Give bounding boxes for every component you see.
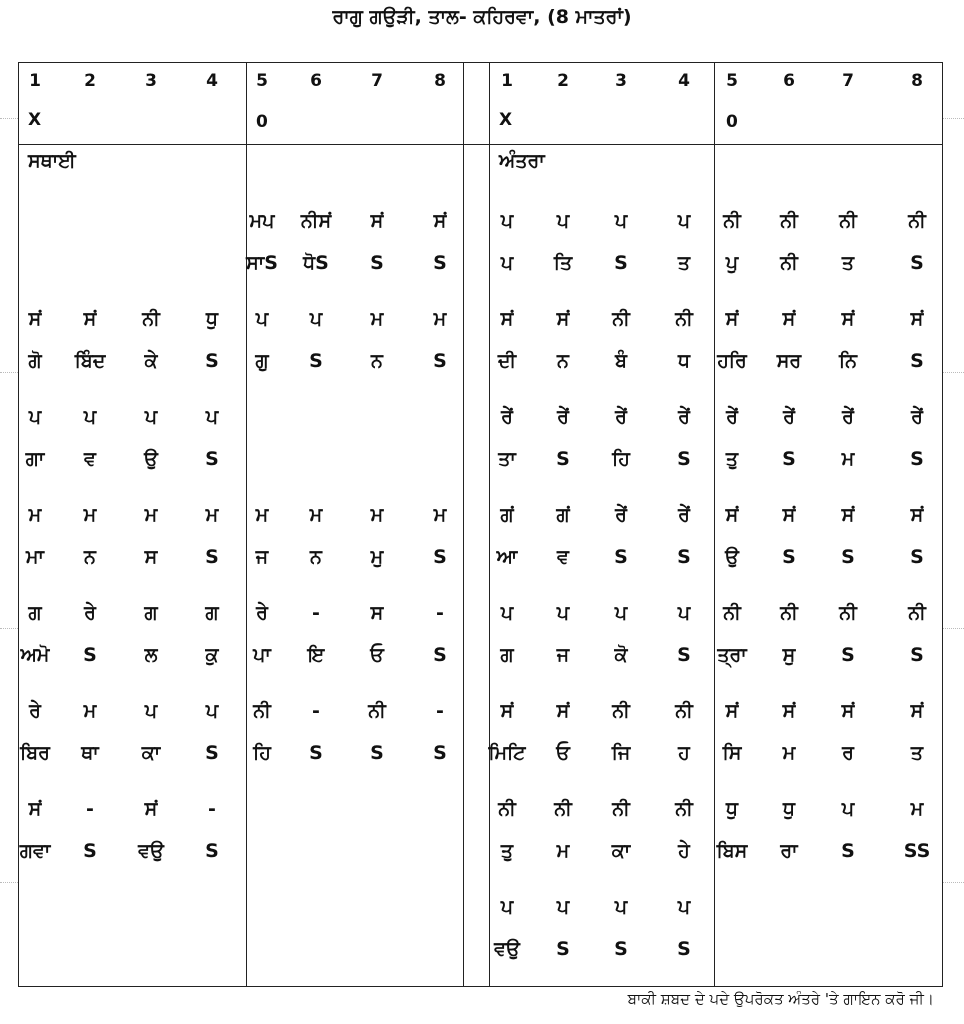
lyric-syllable: ਕੇ: [144, 350, 158, 372]
lyric-syllable: S: [841, 644, 855, 666]
swar-note: ਮ: [28, 504, 42, 526]
lyric-syllable: ਲ: [144, 644, 158, 666]
lyric-syllable: S: [841, 840, 855, 862]
swar-note: ਨੀ: [612, 798, 630, 820]
lyric-syllable: ਮ: [782, 742, 796, 764]
lyric-syllable: ਸਿ: [722, 742, 742, 764]
lyric-syllable: ਅਮੋ: [20, 644, 50, 666]
swar-note: ਪ: [144, 700, 158, 722]
swar-note: ਸ: [370, 602, 384, 624]
lyric-syllable: S: [205, 448, 219, 470]
swar-note: ਨੀ: [612, 308, 630, 330]
lyric-syllable: ਨ: [557, 350, 569, 372]
swar-note: ਮਪ: [249, 210, 275, 232]
lyric-syllable: ਸ: [144, 546, 158, 568]
swar-note: ਨੀ: [612, 700, 630, 722]
lyric-syllable: S: [370, 742, 384, 764]
beat-number: 8: [434, 71, 446, 91]
swar-note: ਰੇਂ: [911, 406, 923, 428]
swar-note: ਨੀ: [142, 308, 160, 330]
swar-note: ਮ: [144, 504, 158, 526]
beat-number: 7: [842, 71, 854, 91]
footer-note: ਬਾਕੀ ਸ਼ਬਦ ਦੇ ਪਦੇ ਉਪਰੋਕਤ ਅੰਤਰੇ 'ਤੇ ਗਾਇਨ ਕਰੋ ਜੀ।: [627, 990, 934, 1008]
swar-note: ਨੀ: [839, 602, 857, 624]
swar-note: ਗਂ: [556, 504, 570, 526]
swar-note: ਪ: [677, 210, 691, 232]
swar-note: ਮ: [370, 308, 384, 330]
lyric-syllable: ਹਿ: [612, 448, 630, 470]
beat-number: 4: [678, 71, 690, 91]
lyric-syllable: S: [677, 644, 691, 666]
lyric-syllable: ਬਿਸ: [716, 840, 748, 862]
beat-number: 2: [557, 71, 569, 91]
lyric-syllable: S: [910, 448, 924, 470]
lyric-syllable: S: [782, 546, 796, 568]
lyric-syllable: ਧ: [678, 350, 690, 372]
lyric-syllable: ਕੋ: [614, 644, 628, 666]
swar-note: -: [312, 700, 320, 722]
lyric-syllable: ਮਿਟਿ: [488, 742, 526, 764]
swar-note: ਪ: [556, 896, 570, 918]
lyric-syllable: S: [433, 252, 447, 274]
lyric-syllable: ਹ: [678, 742, 690, 764]
beat-number: 1: [501, 71, 513, 91]
lyric-syllable: ਸੁ: [782, 644, 796, 666]
swar-note: ਸਂ: [910, 700, 924, 722]
swar-note: -: [436, 602, 444, 624]
lyric-syllable: S: [433, 546, 447, 568]
swar-note: ਮ: [83, 700, 97, 722]
lyric-syllable: ਮੁ: [370, 546, 384, 568]
swar-note: ਗ: [205, 602, 219, 624]
swar-note: ਨੀ: [675, 700, 693, 722]
lyric-syllable: ਓ: [370, 644, 384, 666]
lyric-syllable: ਗਾ: [25, 448, 45, 470]
swar-note: ਨੀ: [498, 798, 516, 820]
lyric-syllable: ਤੁ: [500, 840, 514, 862]
lyric-syllable: ਰਾ: [780, 840, 798, 862]
lyric-syllable: ਕਾ: [141, 742, 161, 764]
lyric-syllable: S: [614, 546, 628, 568]
lyric-syllable: ਥਾ: [81, 742, 99, 764]
swar-note: ਪ: [28, 406, 42, 428]
header-divider: [18, 144, 943, 145]
swar-note: ਸਂ: [556, 308, 570, 330]
swar-note: ਰੇਂ: [615, 406, 627, 428]
lyric-syllable: ਨੀ: [780, 252, 798, 274]
lyric-syllable: ਮ: [556, 840, 570, 862]
lyric-syllable: S: [910, 350, 924, 372]
swar-note: -: [86, 798, 94, 820]
beat-number: 5: [256, 71, 268, 91]
swar-note: ਸਂ: [782, 308, 796, 330]
lyric-syllable: ਉ: [144, 448, 158, 470]
lyric-syllable: ਓ: [556, 742, 570, 764]
swar-note: ਰੇ: [256, 602, 268, 624]
lyric-syllable: ਵ: [84, 448, 96, 470]
beat-number: 8: [911, 71, 923, 91]
swar-note: ਸਂ: [910, 504, 924, 526]
lyric-syllable: SS: [903, 840, 931, 862]
swar-note: ਨੀ: [675, 798, 693, 820]
swar-note: ਰੇ: [29, 700, 41, 722]
lyric-syllable: S: [556, 938, 570, 960]
swar-note: ਪ: [83, 406, 97, 428]
beat-number: 3: [145, 71, 157, 91]
swar-note: ਗ: [144, 602, 158, 624]
swar-note: ਪ: [677, 602, 691, 624]
lyric-syllable: S: [614, 938, 628, 960]
lyric-syllable: S: [83, 644, 97, 666]
lyric-syllable: ਸਾS: [246, 252, 278, 274]
swar-note: -: [208, 798, 216, 820]
margin-tick: [0, 118, 18, 119]
lyric-syllable: ਤ: [910, 742, 924, 764]
beat-number: 6: [310, 71, 322, 91]
swar-note: ਸਂ: [782, 504, 796, 526]
swar-note: ਰੇਂ: [783, 406, 795, 428]
swar-note: ਨੀ: [554, 798, 572, 820]
swar-note: ਨੀ: [368, 700, 386, 722]
lyric-syllable: S: [910, 546, 924, 568]
taal-khali-mark: 0: [726, 112, 738, 132]
lyric-syllable: S: [782, 448, 796, 470]
swar-note: ਨੀਸਂ: [300, 210, 332, 232]
beat-number: 7: [371, 71, 383, 91]
taal-sam-mark: X: [499, 110, 513, 130]
lyric-syllable: ਦੀ: [497, 350, 517, 372]
margin-tick: [943, 628, 964, 629]
swar-note: ਪ: [614, 602, 628, 624]
taal-sam-mark: X: [28, 110, 42, 130]
swar-note: ਸਂ: [500, 700, 514, 722]
lyric-syllable: ਤਾ: [498, 448, 516, 470]
lyric-syllable: ਮਾ: [26, 546, 44, 568]
swar-note: ਮ: [309, 504, 323, 526]
swar-note: ਸਂ: [725, 700, 739, 722]
swar-note: ਪ: [500, 602, 514, 624]
swar-note: ਮ: [255, 504, 269, 526]
lyric-syllable: ਸਰ: [776, 350, 802, 372]
lyric-syllable: ਬਿੰਦ: [74, 350, 106, 372]
lyric-syllable: ਆ: [496, 546, 518, 568]
swar-note: ਸਂ: [725, 504, 739, 526]
swar-note: ਗਂ: [500, 504, 514, 526]
swar-note: ਰੇਂ: [501, 406, 513, 428]
swar-note: -: [312, 602, 320, 624]
lyric-syllable: ਜਿ: [611, 742, 631, 764]
lyric-syllable: ਰ: [842, 742, 854, 764]
swar-note: ਸਂ: [144, 798, 158, 820]
lyric-syllable: ਗਵਾ: [19, 840, 51, 862]
lyric-syllable: ਗੋ: [28, 350, 42, 372]
lyric-syllable: ਪੁ: [725, 252, 739, 274]
swar-note: ਸਂ: [841, 504, 855, 526]
lyric-syllable: ਤੁ: [725, 448, 739, 470]
lyric-syllable: ਵਉ: [138, 840, 164, 862]
swar-note: ਗ: [28, 602, 42, 624]
lyric-syllable: S: [309, 350, 323, 372]
taal-khali-mark: 0: [256, 112, 268, 132]
lyric-syllable: ਬਿਰ: [20, 742, 50, 764]
swar-note: ਸਂ: [433, 210, 447, 232]
swar-note: ਸਂ: [556, 700, 570, 722]
swar-note: ਪ: [614, 896, 628, 918]
lyric-syllable: ਬੰ: [615, 350, 627, 372]
swar-note: ਨੀ: [723, 210, 741, 232]
swar-note: ਸਂ: [370, 210, 384, 232]
swar-note: ਸਂ: [83, 308, 97, 330]
lyric-syllable: ਗ: [500, 644, 514, 666]
swar-note: ਪ: [841, 798, 855, 820]
swar-note: ਨੀ: [780, 210, 798, 232]
lyric-syllable: ਨਿ: [839, 350, 857, 372]
swar-note: ਪ: [309, 308, 323, 330]
swar-note: ਸਂ: [841, 700, 855, 722]
lyric-syllable: S: [841, 546, 855, 568]
swar-note: ਮ: [205, 504, 219, 526]
margin-tick: [0, 882, 18, 883]
lyric-syllable: S: [677, 448, 691, 470]
swar-note: ਨੀ: [908, 602, 926, 624]
swar-note: ਰੇਂ: [557, 406, 569, 428]
lyric-syllable: ਤਿ: [553, 252, 573, 274]
section-label-antara: ਅੰਤਰਾ: [499, 150, 545, 172]
swar-note: ਨੀ: [253, 700, 271, 722]
lyric-syllable: S: [205, 350, 219, 372]
swar-note: ਪ: [205, 700, 219, 722]
lyric-syllable: ਉ: [725, 546, 739, 568]
swar-note: ਪ: [556, 210, 570, 232]
swar-note: ਨੀ: [723, 602, 741, 624]
beat-number: 5: [726, 71, 738, 91]
swar-note: ਨੀ: [675, 308, 693, 330]
margin-tick: [943, 118, 964, 119]
swar-note: ਧੁ: [783, 798, 795, 820]
swar-note: ਮ: [910, 798, 924, 820]
margin-tick: [943, 372, 964, 373]
beat-number: 6: [783, 71, 795, 91]
beat-number: 2: [84, 71, 96, 91]
swar-note: ਨੀ: [780, 602, 798, 624]
lyric-syllable: S: [614, 252, 628, 274]
swar-note: ਪ: [255, 308, 269, 330]
swar-note: ਧੁ: [206, 308, 218, 330]
lyric-syllable: S: [677, 546, 691, 568]
section-divider-a: [463, 62, 464, 987]
page-title: ਰਾਗੁ ਗਉੜੀ, ਤਾਲ- ਕਹਿਰਵਾ, (8 ਮਾਤਰਾਂ): [332, 6, 632, 28]
lyric-syllable: ਕਾ: [611, 840, 631, 862]
lyric-syllable: ਤ੍ਰਾ: [717, 644, 747, 666]
margin-tick: [0, 628, 18, 629]
swar-note: ਮ: [433, 308, 447, 330]
swar-note: ਪ: [144, 406, 158, 428]
lyric-syllable: ਨ: [371, 350, 383, 372]
lyric-syllable: ਜ: [556, 644, 570, 666]
swar-note: ਮ: [433, 504, 447, 526]
lyric-syllable: S: [677, 938, 691, 960]
lyric-syllable: S: [433, 742, 447, 764]
lyric-syllable: S: [83, 840, 97, 862]
lyric-syllable: ਪ: [500, 252, 514, 274]
swar-note: ਰੇਂ: [678, 406, 690, 428]
lyric-syllable: ਜ: [255, 546, 269, 568]
swar-note: ਪ: [500, 896, 514, 918]
swar-note: ਰੇ: [84, 602, 96, 624]
lyric-syllable: ਵਉ: [494, 938, 520, 960]
swar-note: ਪ: [500, 210, 514, 232]
lyric-syllable: S: [556, 448, 570, 470]
swar-note: -: [436, 700, 444, 722]
margin-tick: [943, 882, 964, 883]
swar-note: ਪ: [205, 406, 219, 428]
lyric-syllable: ਕੁ: [205, 644, 219, 666]
beat-number: 3: [615, 71, 627, 91]
swar-note: ਧੁ: [726, 798, 738, 820]
swar-note: ਰੇਂ: [615, 504, 627, 526]
swar-note: ਪ: [614, 210, 628, 232]
lyric-syllable: S: [910, 644, 924, 666]
lyric-syllable: ਧੋS: [303, 252, 329, 274]
lyric-syllable: ਹਿ: [253, 742, 271, 764]
lyric-syllable: S: [910, 252, 924, 274]
swar-note: ਸਂ: [28, 308, 42, 330]
lyric-syllable: S: [205, 840, 219, 862]
beat-number: 1: [29, 71, 41, 91]
swar-note: ਮ: [370, 504, 384, 526]
swar-note: ਨੀ: [839, 210, 857, 232]
swar-note: ਸਂ: [500, 308, 514, 330]
lyric-syllable: ਹੇ: [678, 840, 690, 862]
lyric-syllable: S: [205, 546, 219, 568]
swar-note: ਸਂ: [910, 308, 924, 330]
lyric-syllable: ਨ: [310, 546, 322, 568]
lyric-syllable: ਗੁ: [255, 350, 269, 372]
lyric-syllable: S: [433, 350, 447, 372]
swar-note: ਸਂ: [782, 700, 796, 722]
swar-note: ਪ: [677, 896, 691, 918]
swar-note: ਸਂ: [725, 308, 739, 330]
lyric-syllable: S: [309, 742, 323, 764]
lyric-syllable: S: [433, 644, 447, 666]
lyric-syllable: ਨ: [84, 546, 96, 568]
swar-note: ਪ: [556, 602, 570, 624]
swar-note: ਨੀ: [908, 210, 926, 232]
swar-note: ਰੇਂ: [678, 504, 690, 526]
lyric-syllable: S: [205, 742, 219, 764]
lyric-syllable: S: [370, 252, 384, 274]
lyric-syllable: ਇ: [307, 644, 325, 666]
swar-note: ਰੇਂ: [842, 406, 854, 428]
beat-number: 4: [206, 71, 218, 91]
swar-note: ਸਂ: [841, 308, 855, 330]
lyric-syllable: ਹਰਿ: [717, 350, 747, 372]
lyric-syllable: ਤ: [677, 252, 691, 274]
swar-note: ਸਂ: [28, 798, 42, 820]
lyric-syllable: ਪਾ: [253, 644, 271, 666]
lyric-syllable: ਮ: [841, 448, 855, 470]
section-label-sthayi: ਸਥਾਈ: [28, 150, 76, 172]
swar-note: ਮ: [83, 504, 97, 526]
swar-note: ਰੇਂ: [726, 406, 738, 428]
lyric-syllable: ਵ: [557, 546, 569, 568]
lyric-syllable: ਤ: [841, 252, 855, 274]
